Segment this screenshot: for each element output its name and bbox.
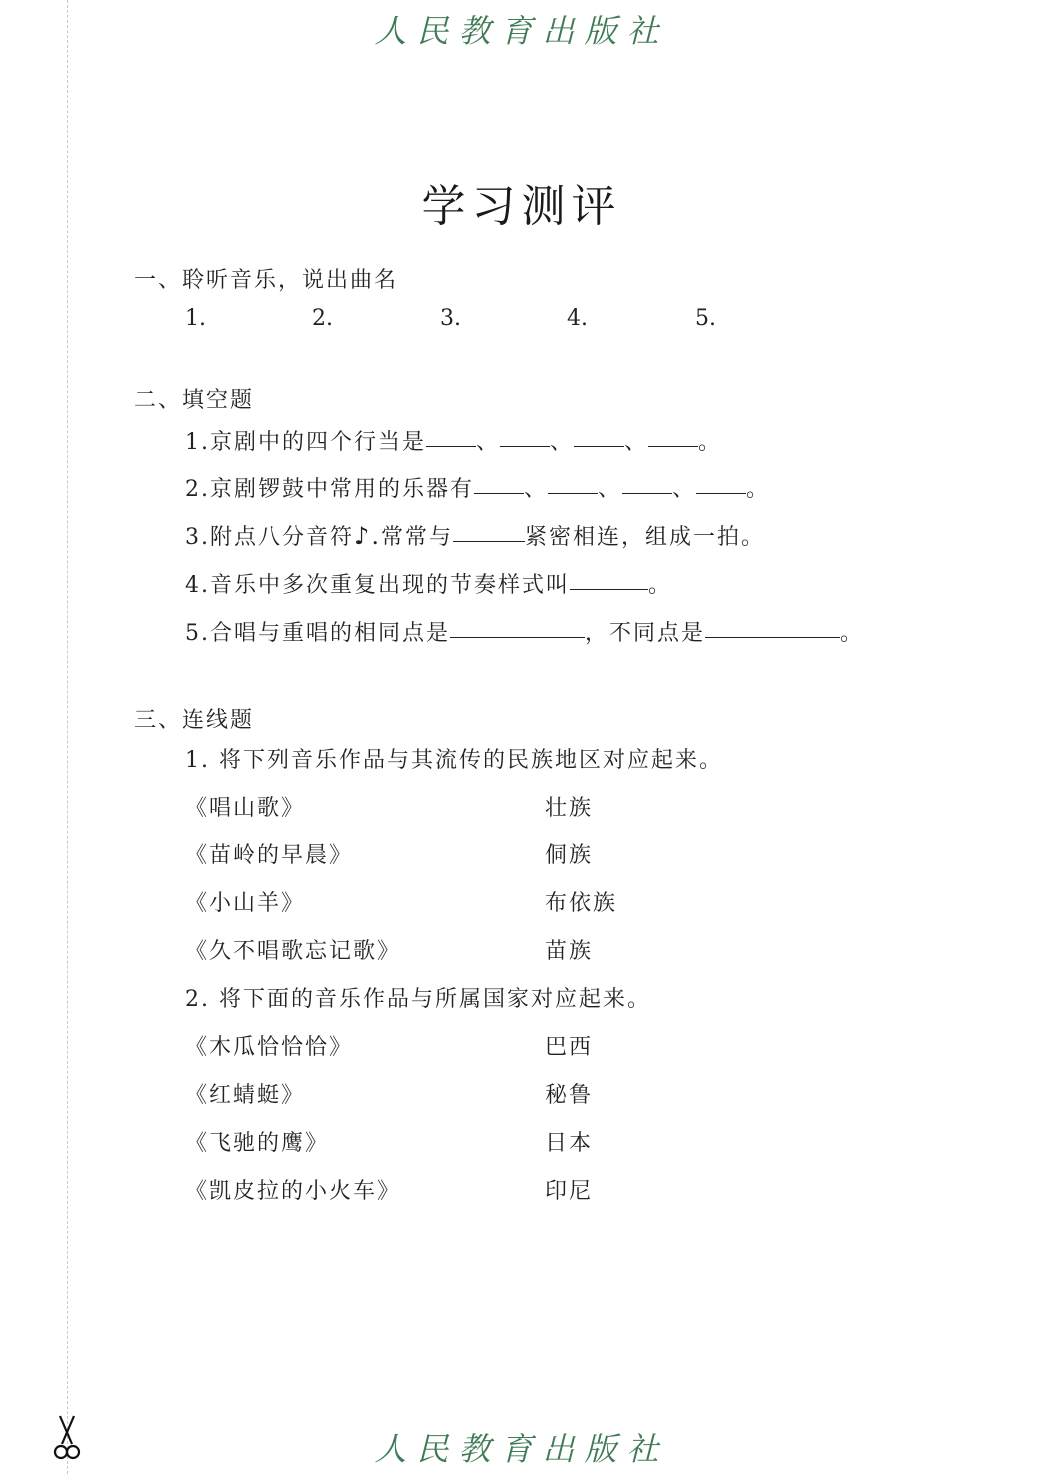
fill-question-5 (185, 616, 864, 647)
match2-left-item[interactable]: 《红蜻蜓》 (185, 1083, 306, 1108)
q1-blank-1[interactable] (426, 445, 476, 447)
section2-heading: 二、填空题 (134, 388, 255, 413)
q4-end: 。 (648, 573, 673, 598)
match2-right-item[interactable]: 巴西 (545, 1035, 594, 1060)
match1-right-item[interactable]: 侗族 (545, 843, 594, 868)
q2-sep-1: 、 (524, 477, 549, 502)
match2-left-item[interactable]: 《木瓜恰恰恰》 (185, 1035, 354, 1060)
q1-end: 。 (698, 430, 723, 455)
q3-before: 3.附点八分音符 (185, 525, 354, 550)
q5-blank-2[interactable] (705, 636, 840, 638)
q5-middle: ，不同点是 (585, 621, 706, 646)
section1-heading: 一、聆听音乐，说出曲名 (134, 268, 399, 293)
fill-question-3 (185, 520, 765, 551)
match1-left-item[interactable]: 《苗岭的早晨》 (185, 843, 354, 868)
match1-left-item[interactable]: 《小山羊》 (185, 891, 306, 916)
q4-text: 4.音乐中多次重复出现的节奏样式叫 (185, 573, 570, 598)
q5-end: 。 (840, 621, 865, 646)
q3-after: 紧密相连，组成一拍。 (524, 525, 765, 550)
q2-end: 。 (746, 477, 771, 502)
match1-left-item[interactable]: 《久不唱歌忘记歌》 (185, 939, 402, 964)
match2-right-item[interactable]: 秘鲁 (545, 1083, 594, 1108)
match1-right-item[interactable]: 布依族 (545, 891, 618, 916)
publisher-logo-bottom: 人民教育出版社 (374, 1430, 669, 1468)
matching-instruction-1: 1. 将下列音乐作品与其流传的民族地区对应起来。 (185, 748, 723, 773)
fill-question-1 (185, 425, 722, 456)
q2-sep-3: 、 (672, 477, 697, 502)
q2-blank-4[interactable] (696, 492, 746, 494)
q1-blank-3[interactable] (574, 445, 624, 447)
song-number-4: 4. (567, 306, 588, 331)
q1-sep-2: 、 (550, 430, 575, 455)
section3-heading: 三、连线题 (134, 708, 255, 733)
q2-sep-2: 、 (598, 477, 623, 502)
song-number-2: 2. (312, 306, 333, 331)
matching-instruction-2: 2. 将下面的音乐作品与所属国家对应起来。 (185, 987, 651, 1012)
q1-blank-2[interactable] (500, 445, 550, 447)
match1-left-item[interactable]: 《唱山歌》 (185, 796, 306, 821)
q2-blank-2[interactable] (548, 492, 598, 494)
match1-right-item[interactable]: 壮族 (545, 796, 594, 821)
q4-blank[interactable] (570, 588, 648, 590)
song-number-1: 1. (185, 306, 206, 331)
match2-left-item[interactable]: 《凯皮拉的小火车》 (185, 1179, 402, 1204)
song-number-5: 5. (695, 306, 716, 331)
dotted-eighth-note-icon: ♪. (354, 522, 381, 550)
q5-before: 5.合唱与重唱的相同点是 (185, 621, 450, 646)
q5-blank-1[interactable] (450, 636, 585, 638)
q2-text: 2.京剧锣鼓中常用的乐器有 (185, 477, 474, 502)
q3-blank[interactable] (453, 540, 525, 542)
q1-sep-3: 、 (624, 430, 649, 455)
q1-sep-1: 、 (476, 430, 501, 455)
match2-right-item[interactable]: 印尼 (545, 1179, 594, 1204)
q1-blank-4[interactable] (648, 445, 698, 447)
q2-blank-3[interactable] (622, 492, 672, 494)
q2-blank-1[interactable] (474, 492, 524, 494)
q1-text: 1.京剧中的四个行当是 (185, 430, 426, 455)
publisher-logo-top: 人民教育出版社 (374, 12, 669, 50)
page-title: 学习测评 (421, 181, 622, 232)
match1-right-item[interactable]: 苗族 (545, 939, 594, 964)
match2-right-item[interactable]: 日本 (545, 1131, 594, 1156)
song-number-3: 3. (440, 306, 461, 331)
fill-question-4 (185, 568, 672, 599)
fill-question-2 (185, 472, 770, 503)
match2-left-item[interactable]: 《飞驰的鹰》 (185, 1131, 330, 1156)
q3-middle: 常常与 (380, 525, 453, 550)
